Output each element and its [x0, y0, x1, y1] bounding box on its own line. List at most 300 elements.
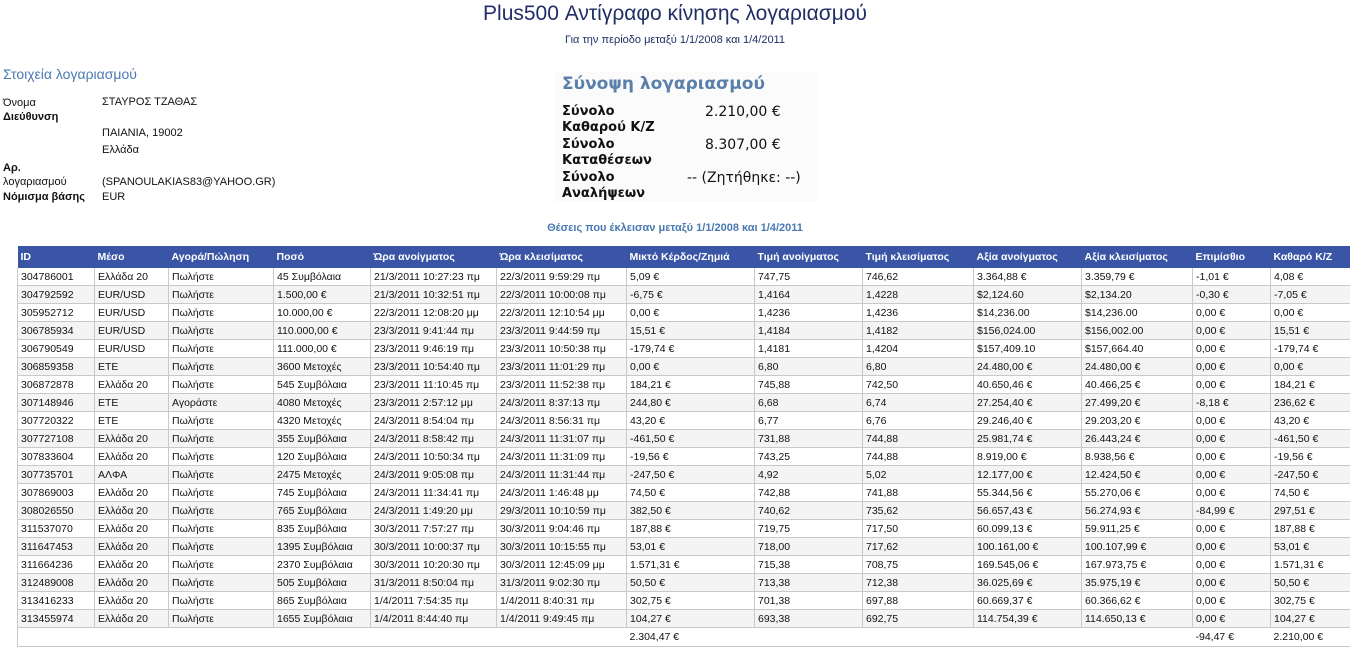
table-cell: -0,30 €: [1193, 286, 1271, 304]
table-cell: 43,20 €: [1271, 412, 1350, 430]
account-details-heading: Στοιχεία λογαριασμού: [3, 66, 137, 82]
table-row: [18, 394, 1350, 412]
table-cell: 24/3/2011 1:49:20 μμ: [371, 502, 497, 520]
table-cell: 53,01 €: [627, 538, 755, 556]
totals-empty-cell: [863, 628, 974, 647]
table-cell: Πωλήστε: [169, 268, 274, 286]
table-cell: 313416233: [18, 592, 95, 610]
table-cell: 355 Συμβόλαια: [274, 430, 371, 448]
table-cell: Πωλήστε: [169, 484, 274, 502]
table-cell: Ελλάδα 20: [95, 502, 169, 520]
column-header: Αξία κλεισίματος: [1082, 246, 1193, 268]
table-cell: 22/3/2011 12:10:54 μμ: [497, 304, 627, 322]
table-cell: 114.754,39 €: [974, 610, 1082, 628]
table-cell: -8,18 €: [1193, 394, 1271, 412]
table-cell: Ελλάδα 20: [95, 520, 169, 538]
table-cell: Ελλάδα 20: [95, 268, 169, 286]
table-cell: 22/3/2011 10:00:08 πμ: [497, 286, 627, 304]
table-cell: 8.919,00 €: [974, 448, 1082, 466]
table-cell: 24/3/2011 8:54:04 πμ: [371, 412, 497, 430]
table-row: [18, 376, 1350, 394]
table-row: [18, 592, 1350, 610]
table-cell: 0,00 €: [1271, 304, 1350, 322]
table-cell: 0,00 €: [1193, 466, 1271, 484]
table-cell: 697,88: [863, 592, 974, 610]
table-cell: 708,75: [863, 556, 974, 574]
table-cell: Ελλάδα 20: [95, 592, 169, 610]
table-cell: 104,27 €: [627, 610, 755, 628]
table-cell: 4,92: [755, 466, 863, 484]
period-subtitle: Για την περίοδο μεταξύ 1/1/2008 και 1/4/2011: [565, 34, 785, 46]
table-cell: 692,75: [863, 610, 974, 628]
table-cell: 30/3/2011 10:20:30 πμ: [371, 556, 497, 574]
table-cell: 744,88: [863, 448, 974, 466]
closed-positions-title: Θέσεις που έκλεισαν μεταξύ 1/1/2008 και 1/4/2011: [547, 222, 803, 234]
withdrawals-label-line1: Σύνολο: [562, 170, 615, 185]
table-cell: 719,75: [755, 520, 863, 538]
base-currency-value: EUR: [102, 191, 126, 203]
withdrawals-label-line2: Αναλήψεων: [562, 186, 646, 201]
table-cell: 111.000,00 €: [274, 340, 371, 358]
column-header: Μέσο: [95, 246, 169, 268]
table-cell: Ελλάδα 20: [95, 376, 169, 394]
table-cell: 29.203,20 €: [1082, 412, 1193, 430]
table-row: [18, 448, 1350, 466]
table-cell: Πωλήστε: [169, 520, 274, 538]
table-cell: Πωλήστε: [169, 358, 274, 376]
table-cell: 306859358: [18, 358, 95, 376]
table-cell: 23/3/2011 11:10:45 πμ: [371, 376, 497, 394]
table-cell: 31/3/2011 9:02:30 πμ: [497, 574, 627, 592]
table-cell: $157,664.40: [1082, 340, 1193, 358]
table-cell: 3.359,79 €: [1082, 268, 1193, 286]
table-cell: Πωλήστε: [169, 574, 274, 592]
account-number-value: (SPANOULAKIAS83@YAHOO.GR): [102, 176, 276, 188]
table-cell: 1/4/2011 8:40:31 πμ: [497, 592, 627, 610]
column-header: Επιμίσθιο: [1193, 246, 1271, 268]
total-gross-pl: 2.304,47 €: [627, 628, 755, 647]
table-cell: 0,00 €: [1193, 538, 1271, 556]
table-cell: 0,00 €: [627, 358, 755, 376]
name-label: Όνομα: [3, 97, 36, 109]
closed-positions-table: [17, 246, 1350, 647]
table-cell: 0,00 €: [1271, 358, 1350, 376]
table-cell: -6,75 €: [627, 286, 755, 304]
table-cell: 12.177,00 €: [974, 466, 1082, 484]
table-cell: 12.424,50 €: [1082, 466, 1193, 484]
deposits-label: [562, 137, 672, 169]
totals-empty-cell: [371, 628, 497, 647]
table-row: [18, 538, 1350, 556]
table-cell: 60.366,62 €: [1082, 592, 1193, 610]
table-cell: 742,88: [755, 484, 863, 502]
table-cell: Ελλάδα 20: [95, 556, 169, 574]
table-cell: ΑΛΦΑ: [95, 466, 169, 484]
table-cell: 311537070: [18, 520, 95, 538]
table-cell: 55.344,56 €: [974, 484, 1082, 502]
table-cell: 0,00 €: [1193, 430, 1271, 448]
table-cell: 311647453: [18, 538, 95, 556]
table-cell: 0,00 €: [1193, 592, 1271, 610]
table-cell: 120 Συμβόλαια: [274, 448, 371, 466]
table-header-row: [18, 246, 1350, 268]
table-cell: EUR/USD: [95, 304, 169, 322]
table-cell: 53,01 €: [1271, 538, 1350, 556]
totals-empty-cell: [95, 628, 169, 647]
table-cell: 307869003: [18, 484, 95, 502]
column-header: Τιμή κλεισίματος: [863, 246, 974, 268]
table-cell: Πωλήστε: [169, 286, 274, 304]
table-cell: 24/3/2011 11:31:09 πμ: [497, 448, 627, 466]
table-cell: 0,00 €: [1193, 574, 1271, 592]
column-header: Ποσό: [274, 246, 371, 268]
table-cell: 60.099,13 €: [974, 520, 1082, 538]
table-cell: 740,62: [755, 502, 863, 520]
table-cell: 187,88 €: [627, 520, 755, 538]
table-cell: 0,00 €: [1193, 556, 1271, 574]
table-cell: ΕΤΕ: [95, 412, 169, 430]
table-cell: -247,50 €: [627, 466, 755, 484]
table-cell: 743,25: [755, 448, 863, 466]
totals-empty-cell: [497, 628, 627, 647]
table-row: [18, 286, 1350, 304]
table-cell: 1,4236: [755, 304, 863, 322]
table-cell: -179,74 €: [1271, 340, 1350, 358]
table-cell: 306872878: [18, 376, 95, 394]
table-cell: 693,38: [755, 610, 863, 628]
address-line-1: ΠΑΙΑΝΙΑ, 19002: [102, 127, 183, 139]
table-cell: 4,08 €: [1271, 268, 1350, 286]
totals-empty-cell: [169, 628, 274, 647]
table-cell: 0,00 €: [1193, 376, 1271, 394]
account-summary: [555, 72, 817, 202]
table-cell: 0,00 €: [1193, 610, 1271, 628]
deposits-value: 8.307,00 €: [705, 137, 781, 153]
table-cell: $157,409.10: [974, 340, 1082, 358]
table-cell: 35.975,19 €: [1082, 574, 1193, 592]
table-cell: 24/3/2011 9:05:08 πμ: [371, 466, 497, 484]
table-cell: 715,38: [755, 556, 863, 574]
table-cell: 23/3/2011 9:46:19 πμ: [371, 340, 497, 358]
table-cell: 100.161,00 €: [974, 538, 1082, 556]
table-row: [18, 466, 1350, 484]
table-cell: 5,02: [863, 466, 974, 484]
table-cell: 21/3/2011 10:27:23 πμ: [371, 268, 497, 286]
table-cell: -19,56 €: [1271, 448, 1350, 466]
totals-empty-cell: [974, 628, 1082, 647]
table-cell: 313455974: [18, 610, 95, 628]
table-cell: 701,38: [755, 592, 863, 610]
column-header: Καθαρό Κ/Ζ: [1271, 246, 1350, 268]
table-cell: Πωλήστε: [169, 592, 274, 610]
table-cell: 0,00 €: [1193, 340, 1271, 358]
base-currency-label: Νόμισμα βάσης: [3, 191, 85, 203]
table-row: [18, 484, 1350, 502]
table-cell: 1.571,31 €: [627, 556, 755, 574]
table-cell: ΕΤΕ: [95, 394, 169, 412]
table-cell: 2475 Μετοχές: [274, 466, 371, 484]
total-net-pl: 2.210,00 €: [1271, 628, 1350, 647]
table-cell: 0,00 €: [1193, 520, 1271, 538]
table-cell: -19,56 €: [627, 448, 755, 466]
table-cell: 59.911,25 €: [1082, 520, 1193, 538]
table-row: [18, 574, 1350, 592]
table-cell: 8.938,56 €: [1082, 448, 1193, 466]
name-value: ΣΤΑΥΡΟΣ ΤΖΑΘΑΣ: [102, 96, 198, 108]
table-cell: 717,62: [863, 538, 974, 556]
table-cell: 184,21 €: [627, 376, 755, 394]
table-cell: 23/3/2011 10:50:38 πμ: [497, 340, 627, 358]
column-header: ID: [18, 246, 95, 268]
table-cell: 22/3/2011 9:59:29 πμ: [497, 268, 627, 286]
account-number-label-2: λογαριασμού: [3, 176, 67, 188]
net-pl-label: [562, 104, 672, 136]
table-cell: 23/3/2011 10:54:40 πμ: [371, 358, 497, 376]
table-cell: -461,50 €: [1271, 430, 1350, 448]
table-cell: 22/3/2011 12:08:20 μμ: [371, 304, 497, 322]
table-cell: EUR/USD: [95, 340, 169, 358]
totals-empty-cell: [755, 628, 863, 647]
table-cell: Ελλάδα 20: [95, 610, 169, 628]
table-cell: 74,50 €: [627, 484, 755, 502]
table-cell: 306785934: [18, 322, 95, 340]
table-row: [18, 430, 1350, 448]
table-cell: Ελλάδα 20: [95, 574, 169, 592]
table-cell: Πωλήστε: [169, 304, 274, 322]
table-cell: Πωλήστε: [169, 376, 274, 394]
table-cell: 747,75: [755, 268, 863, 286]
table-cell: 312489008: [18, 574, 95, 592]
table-cell: 1.500,00 €: [274, 286, 371, 304]
totals-empty-cell: [18, 628, 95, 647]
table-cell: 304786001: [18, 268, 95, 286]
table-cell: Πωλήστε: [169, 610, 274, 628]
table-cell: 27.254,40 €: [974, 394, 1082, 412]
table-cell: $14,236.00: [1082, 304, 1193, 322]
table-cell: 6,74: [863, 394, 974, 412]
table-cell: 305952712: [18, 304, 95, 322]
table-cell: 0,00 €: [1193, 412, 1271, 430]
table-cell: $156,024.00: [974, 322, 1082, 340]
table-cell: Πωλήστε: [169, 412, 274, 430]
table-cell: 244,80 €: [627, 394, 755, 412]
table-cell: Πωλήστε: [169, 466, 274, 484]
table-cell: 746,62: [863, 268, 974, 286]
table-cell: 30/3/2011 12:45:09 μμ: [497, 556, 627, 574]
deposits-label-line1: Σύνολο: [562, 137, 615, 152]
table-cell: 23/3/2011 11:01:29 πμ: [497, 358, 627, 376]
totals-empty-cell: [274, 628, 371, 647]
table-cell: 735,62: [863, 502, 974, 520]
table-cell: 835 Συμβόλαια: [274, 520, 371, 538]
table-cell: Ελλάδα 20: [95, 484, 169, 502]
table-cell: 24/3/2011 8:56:31 πμ: [497, 412, 627, 430]
table-cell: 24/3/2011 11:31:44 πμ: [497, 466, 627, 484]
totals-empty-cell: [1082, 628, 1193, 647]
table-cell: 3600 Μετοχές: [274, 358, 371, 376]
table-cell: EUR/USD: [95, 286, 169, 304]
table-cell: $156,002.00: [1082, 322, 1193, 340]
table-cell: 74,50 €: [1271, 484, 1350, 502]
table-cell: 307148946: [18, 394, 95, 412]
table-cell: Πωλήστε: [169, 448, 274, 466]
table-cell: 731,88: [755, 430, 863, 448]
table-cell: 765 Συμβόλαια: [274, 502, 371, 520]
withdrawals-value: -- (Ζητήθηκε: --): [687, 170, 801, 186]
table-cell: 45 Συμβόλαια: [274, 268, 371, 286]
table-cell: 3.364,88 €: [974, 268, 1082, 286]
table-cell: 167.973,75 €: [1082, 556, 1193, 574]
net-pl-value: 2.210,00 €: [705, 104, 781, 120]
table-cell: 30/3/2011 10:15:55 πμ: [497, 538, 627, 556]
table-cell: 5,09 €: [627, 268, 755, 286]
table-cell: 308026550: [18, 502, 95, 520]
deposits-label-line2: Καταθέσεων: [562, 153, 652, 168]
table-cell: 4320 Μετοχές: [274, 412, 371, 430]
table-cell: 745,88: [755, 376, 863, 394]
column-header: Ώρα κλεισίματος: [497, 246, 627, 268]
table-cell: EUR/USD: [95, 322, 169, 340]
table-cell: 104,27 €: [1271, 610, 1350, 628]
table-cell: 865 Συμβόλαια: [274, 592, 371, 610]
table-row: [18, 304, 1350, 322]
totals-row: [18, 628, 1350, 647]
table-cell: $2,134.20: [1082, 286, 1193, 304]
table-row: [18, 412, 1350, 430]
table-cell: Πωλήστε: [169, 340, 274, 358]
table-cell: Ελλάδα 20: [95, 538, 169, 556]
table-cell: ΕΤΕ: [95, 358, 169, 376]
table-cell: 56.657,43 €: [974, 502, 1082, 520]
table-cell: 0,00 €: [1193, 448, 1271, 466]
table-cell: 4080 Μετοχές: [274, 394, 371, 412]
table-cell: 1,4204: [863, 340, 974, 358]
table-cell: 30/3/2011 10:00:37 πμ: [371, 538, 497, 556]
table-cell: 50,50 €: [1271, 574, 1350, 592]
table-cell: -247,50 €: [1271, 466, 1350, 484]
table-cell: 169.545,06 €: [974, 556, 1082, 574]
table-cell: 21/3/2011 10:32:51 πμ: [371, 286, 497, 304]
column-header: Τιμή ανοίγματος: [755, 246, 863, 268]
table-cell: 24/3/2011 11:31:07 πμ: [497, 430, 627, 448]
table-cell: 56.274,93 €: [1082, 502, 1193, 520]
table-row: [18, 340, 1350, 358]
table-cell: 6,80: [863, 358, 974, 376]
table-cell: 1,4181: [755, 340, 863, 358]
table-row: [18, 520, 1350, 538]
table-cell: 307735701: [18, 466, 95, 484]
table-cell: 744,88: [863, 430, 974, 448]
table-cell: -461,50 €: [627, 430, 755, 448]
table-cell: 742,50: [863, 376, 974, 394]
column-header: Ώρα ανοίγματος: [371, 246, 497, 268]
table-cell: 25.981,74 €: [974, 430, 1082, 448]
table-cell: 24/3/2011 8:37:13 πμ: [497, 394, 627, 412]
table-cell: -179,74 €: [627, 340, 755, 358]
table-cell: 304792592: [18, 286, 95, 304]
table-cell: 0,00 €: [1193, 484, 1271, 502]
net-pl-label-line2: Καθαρού Κ/Ζ: [562, 120, 655, 135]
table-cell: 302,75 €: [627, 592, 755, 610]
address-line-2: Ελλάδα: [102, 144, 140, 156]
table-cell: 29/3/2011 10:10:59 πμ: [497, 502, 627, 520]
table-cell: 184,21 €: [1271, 376, 1350, 394]
table-cell: 545 Συμβόλαια: [274, 376, 371, 394]
column-header: Αγορά/Πώληση: [169, 246, 274, 268]
table-cell: 745 Συμβόλαια: [274, 484, 371, 502]
account-number-label-1: Αρ.: [3, 162, 21, 174]
table-cell: $14,236.00: [974, 304, 1082, 322]
table-cell: 6,76: [863, 412, 974, 430]
table-cell: 2370 Συμβόλαια: [274, 556, 371, 574]
table-cell: 36.025,69 €: [974, 574, 1082, 592]
table-cell: Πωλήστε: [169, 502, 274, 520]
table-cell: -84,99 €: [1193, 502, 1271, 520]
table-cell: Πωλήστε: [169, 538, 274, 556]
table-cell: 110.000,00 €: [274, 322, 371, 340]
table-cell: 114.650,13 €: [1082, 610, 1193, 628]
table-cell: 311664236: [18, 556, 95, 574]
table-cell: 302,75 €: [1271, 592, 1350, 610]
column-header: Αξία ανοίγματος: [974, 246, 1082, 268]
table-cell: 23/3/2011 11:52:38 πμ: [497, 376, 627, 394]
table-cell: 24.480,00 €: [974, 358, 1082, 376]
table-cell: 24/3/2011 1:46:48 μμ: [497, 484, 627, 502]
table-cell: 30/3/2011 9:04:46 πμ: [497, 520, 627, 538]
table-cell: 1,4164: [755, 286, 863, 304]
withdrawals-label: [562, 170, 672, 202]
column-header: Μικτό Κέρδος/Ζημιά: [627, 246, 755, 268]
table-cell: 43,20 €: [627, 412, 755, 430]
table-cell: 23/3/2011 9:44:59 πμ: [497, 322, 627, 340]
table-cell: 55.270,06 €: [1082, 484, 1193, 502]
table-cell: 31/3/2011 8:50:04 πμ: [371, 574, 497, 592]
table-cell: 26.443,24 €: [1082, 430, 1193, 448]
table-cell: 6,77: [755, 412, 863, 430]
table-cell: 23/3/2011 2:57:12 μμ: [371, 394, 497, 412]
table-cell: 15,51 €: [1271, 322, 1350, 340]
table-cell: Ελλάδα 20: [95, 448, 169, 466]
table-cell: $2,124.60: [974, 286, 1082, 304]
table-cell: Πωλήστε: [169, 322, 274, 340]
table-cell: Αγοράστε: [169, 394, 274, 412]
table-cell: 29.246,40 €: [974, 412, 1082, 430]
table-cell: 712,38: [863, 574, 974, 592]
table-cell: 0,00 €: [1193, 304, 1271, 322]
table-cell: 15,51 €: [627, 322, 755, 340]
table-cell: 307727108: [18, 430, 95, 448]
table-row: [18, 268, 1350, 286]
address-label: Διεύθυνση: [3, 111, 59, 123]
table-cell: 0,00 €: [1193, 358, 1271, 376]
table-row: [18, 502, 1350, 520]
table-cell: Πωλήστε: [169, 556, 274, 574]
table-cell: 187,88 €: [1271, 520, 1350, 538]
total-commission: -94,47 €: [1193, 628, 1271, 647]
table-cell: 23/3/2011 9:41:44 πμ: [371, 322, 497, 340]
table-cell: 50,50 €: [627, 574, 755, 592]
table-cell: 0,00 €: [1193, 322, 1271, 340]
table-cell: 307720322: [18, 412, 95, 430]
table-cell: 1,4228: [863, 286, 974, 304]
table-cell: 24.480,00 €: [1082, 358, 1193, 376]
table-cell: 1,4182: [863, 322, 974, 340]
table-cell: Ελλάδα 20: [95, 430, 169, 448]
table-cell: 1,4184: [755, 322, 863, 340]
table-cell: 24/3/2011 11:34:41 πμ: [371, 484, 497, 502]
table-cell: 717,50: [863, 520, 974, 538]
table-cell: 718,00: [755, 538, 863, 556]
